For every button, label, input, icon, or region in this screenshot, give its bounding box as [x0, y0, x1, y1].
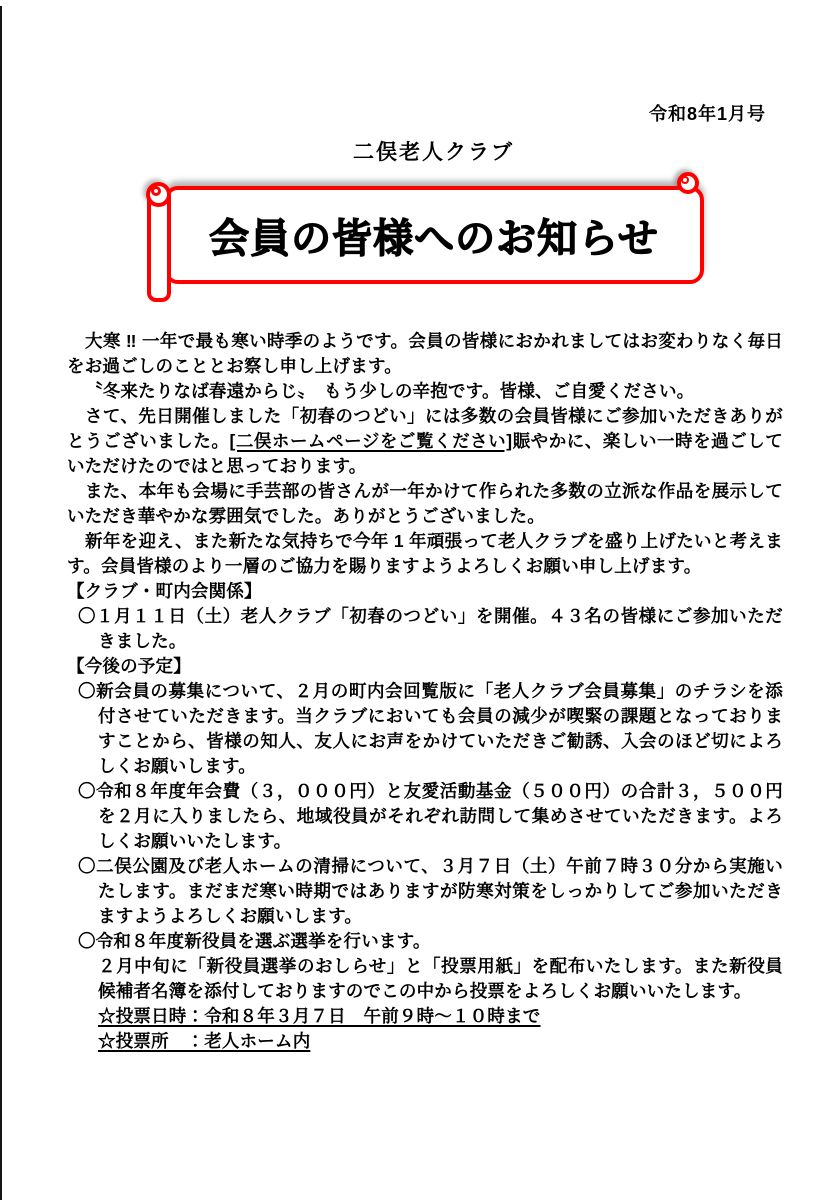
text-segment: 【今後の予定】 [67, 656, 191, 676]
paragraph [67, 1004, 783, 1029]
paragraph [67, 479, 783, 529]
paragraph [67, 529, 783, 579]
paragraph [67, 604, 783, 654]
paragraph [67, 329, 783, 379]
text-segment: 大寒 ‼ 一年で最も寒い時季のようです。会員の皆様におかれましてはお変わりなく毎日をお過ごしのこととお察し申し上げます。 [67, 331, 783, 376]
text-segment: 〇令和８年度年会費（３，０００円）と友愛活動基金（５００円）の合計３，５００円を２月に入りましたら、地域役員がそれぞれ訪問して集めさせていただきます。よろしくお願いいたします。 [78, 781, 784, 851]
underlined-text: ☆投票所 ：老人ホーム内 [98, 1031, 311, 1051]
body-text [67, 329, 783, 1054]
scroll-left-curl-icon [146, 182, 171, 207]
paragraph [67, 1029, 783, 1054]
paragraph [67, 954, 783, 1004]
paragraph [67, 779, 783, 854]
paragraph [67, 929, 783, 954]
scan-artifact-line [0, 6, 2, 1200]
text-segment: 賑やかに、楽しい一時を過ごしていただけたのではと思っております。 [67, 431, 783, 476]
text-segment: 【クラブ・町内会関係】 [67, 581, 262, 601]
text-segment: 〇１月１１日（土）老人クラブ「初春のつどい」を開催。４３名の皆様にご参加いただきました。 [78, 606, 783, 651]
paragraph [67, 404, 783, 479]
paragraph [67, 654, 783, 679]
scroll-right-curl-icon [677, 172, 699, 194]
paragraph [67, 679, 783, 779]
scroll-banner-body [164, 186, 704, 284]
banner-title: 会員の皆様へのお知らせ [209, 216, 659, 261]
text-segment: さて、先日開催しました「初春のつどい」には多数の会員皆様にご参加いただきありがとうございました。 [67, 406, 783, 451]
text-segment: 〇令和８年度新役員を選ぶ選挙を行います。 [78, 931, 431, 951]
text-segment: 新年を迎え、また新たな気持ちで今年 1 年頑張って老人クラブを盛り上げたいと考えます。会員皆様のより一層のご協力を賜りますようよろしくお願い申し上げます。 [67, 531, 783, 576]
paragraph [67, 379, 783, 404]
text-segment: 〇二俣公園及び老人ホームの清掃について、３月７日（土）午前７時３０分から実施いたします。まだまだ寒い時期ではありますが防寒対策をしっかりしてご参加いただきますようよろしくお願いします。 [78, 856, 783, 926]
underlined-text: ☆投票日時：令和８年３月７日 午前９時～１０時まで [98, 1006, 541, 1026]
text-segment: 〝冬来たりなば春遠からじ〟 もう少しの辛抱です。皆様、ご自愛ください。 [85, 381, 695, 401]
text-segment: 〇新会員の募集について、２月の町内会回覧版に「老人クラブ会員募集」のチラシを添付させていただきます。当クラブにおいても会員の減少が喫緊の課題となっておりますことから、皆様の知人、友人にお声をかけていただきご勧誘、入会のほど切によろしくお願いします。 [78, 681, 783, 776]
paragraph [67, 854, 783, 929]
text-segment: また、本年も会場に手芸部の皆さんが一年かけて作られた多数の立派な作品を展示していただき華やかな雰囲気でした。ありがとうございました。 [67, 481, 784, 526]
club-name: 二俣老人クラブ [353, 141, 514, 164]
paragraph [67, 579, 783, 604]
issue-label: 令和8年1月号 [648, 104, 766, 124]
scroll-banner [146, 170, 706, 306]
underlined-text: [二俣ホームページをご覧ください] [229, 431, 513, 451]
text-segment: ２月中旬に「新役員選挙のおしらせ」と「投票用紙」を配布いたします。また新役員候補者名簿を添付しておりますのでこの中から投票をよろしくお願いいたします。 [98, 956, 783, 1001]
